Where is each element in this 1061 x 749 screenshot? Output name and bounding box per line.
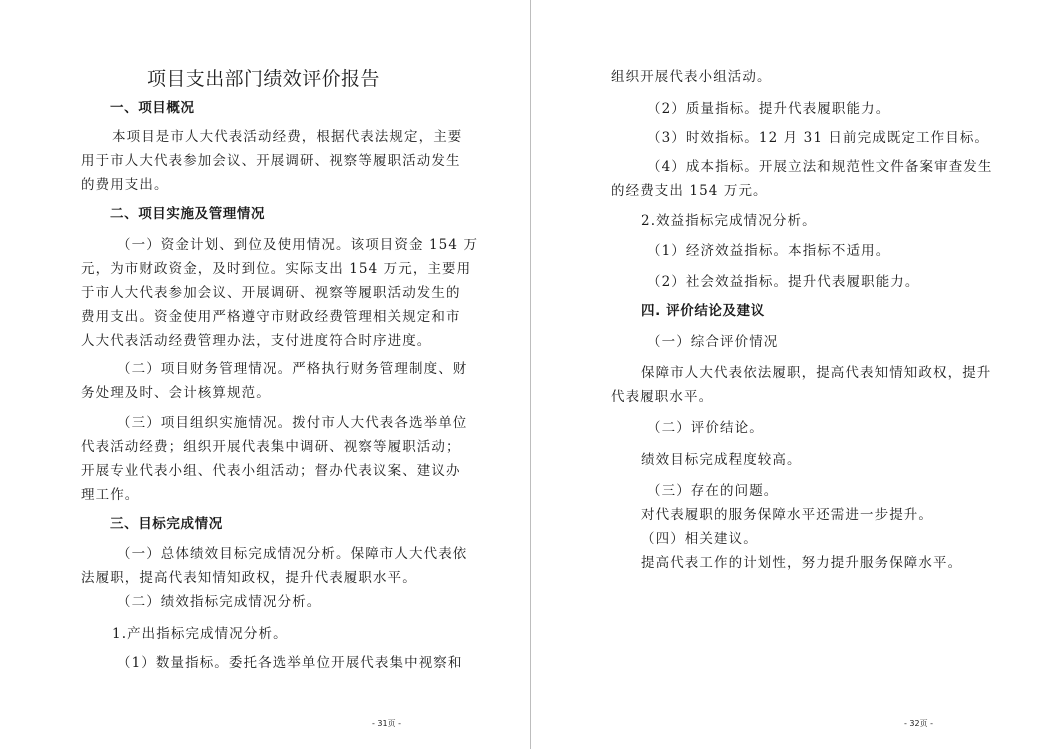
page-number: - 31页 - (372, 719, 402, 728)
text-line: （一）总体绩效目标完成情况分析。保障市人大代表依 (117, 546, 468, 562)
text-line: 元，为市财政资金，及时到位。实际支出 154 万元，主要用 (81, 261, 472, 277)
text-line: 组织开展代表小组活动。 (611, 69, 772, 85)
text-line: 2.效益指标完成情况分析。 (641, 213, 817, 229)
text-line: 代表履职水平。 (611, 389, 714, 405)
text-line: 绩效目标完成程度较高。 (641, 452, 802, 468)
text-line: 于市人大代表参加会议、开展调研、视察等履职活动发生的 (81, 285, 461, 301)
text-line: （三）项目组织实施情况。拨付市人大代表各选举单位 (117, 415, 468, 431)
text-line: 的费用支出。 (81, 177, 169, 193)
text-line: 务处理及时、会计核算规范。 (81, 385, 271, 401)
text-line: 人大代表活动经费管理办法，支付进度符合时序进度。 (81, 333, 432, 349)
report-title: 项目支出部门绩效评价报告 (147, 68, 380, 90)
text-line: （三）存在的问题。 (647, 483, 779, 499)
text-line: 代表活动经费；组织开展代表集中调研、视察等履职活动； (81, 439, 461, 455)
text-line: 对代表履职的服务保障水平还需进一步提升。 (641, 507, 933, 523)
section-heading-4: 四. 评价结论及建议 (641, 303, 765, 319)
text-line: （4）成本指标。开展立法和规范性文件备案审查发生 (647, 159, 993, 175)
text-line: （1）经济效益指标。本指标不适用。 (647, 243, 891, 259)
text-line: （1）数量指标。委托各选举单位开展代表集中视察和 (117, 655, 463, 671)
section-heading-2: 二、项目实施及管理情况 (110, 206, 266, 222)
text-line: 费用支出。资金使用严格遵守市财政经费管理相关规定和市 (81, 309, 461, 325)
text-line: 保障市人大代表依法履职，提高代表知情知政权，提升 (641, 365, 992, 381)
text-line: 开展专业代表小组、代表小组活动；督办代表议案、建议办 (81, 463, 461, 479)
text-line: 的经费支出 154 万元。 (611, 183, 768, 199)
text-line: （二）项目财务管理情况。严格执行财务管理制度、财 (117, 361, 468, 377)
text-line: 理工作。 (81, 487, 140, 503)
right-page (531, 0, 1061, 749)
text-line: （2）社会效益指标。提升代表履职能力。 (647, 274, 920, 290)
section-heading-3: 三、目标完成情况 (110, 516, 223, 532)
text-line: （2）质量指标。提升代表履职能力。 (647, 101, 891, 117)
text-line: 提高代表工作的计划性，努力提升服务保障水平。 (641, 555, 963, 571)
text-line: （3）时效指标。12 月 31 日前完成既定工作目标。 (647, 130, 990, 146)
text-line: 1.产出指标完成情况分析。 (112, 626, 288, 642)
text-line: （二）评价结论。 (647, 420, 764, 436)
page-number: - 32页 - (904, 719, 934, 728)
text-line: （一）综合评价情况 (647, 334, 779, 350)
text-line: 用于市人大代表参加会议、开展调研、视察等履职活动发生 (81, 153, 461, 169)
text-line: （一）资金计划、到位及使用情况。该项目资金 154 万 (117, 237, 479, 253)
text-line: 法履职，提高代表知情知政权，提升代表履职水平。 (81, 570, 417, 586)
text-line: 本项目是市人大代表活动经费，根据代表法规定，主要 (112, 129, 463, 145)
section-heading-1: 一、项目概况 (110, 100, 195, 116)
left-page (0, 0, 530, 749)
text-line: （四）相关建议。 (641, 531, 758, 547)
text-line: （二）绩效指标完成情况分析。 (117, 594, 322, 610)
